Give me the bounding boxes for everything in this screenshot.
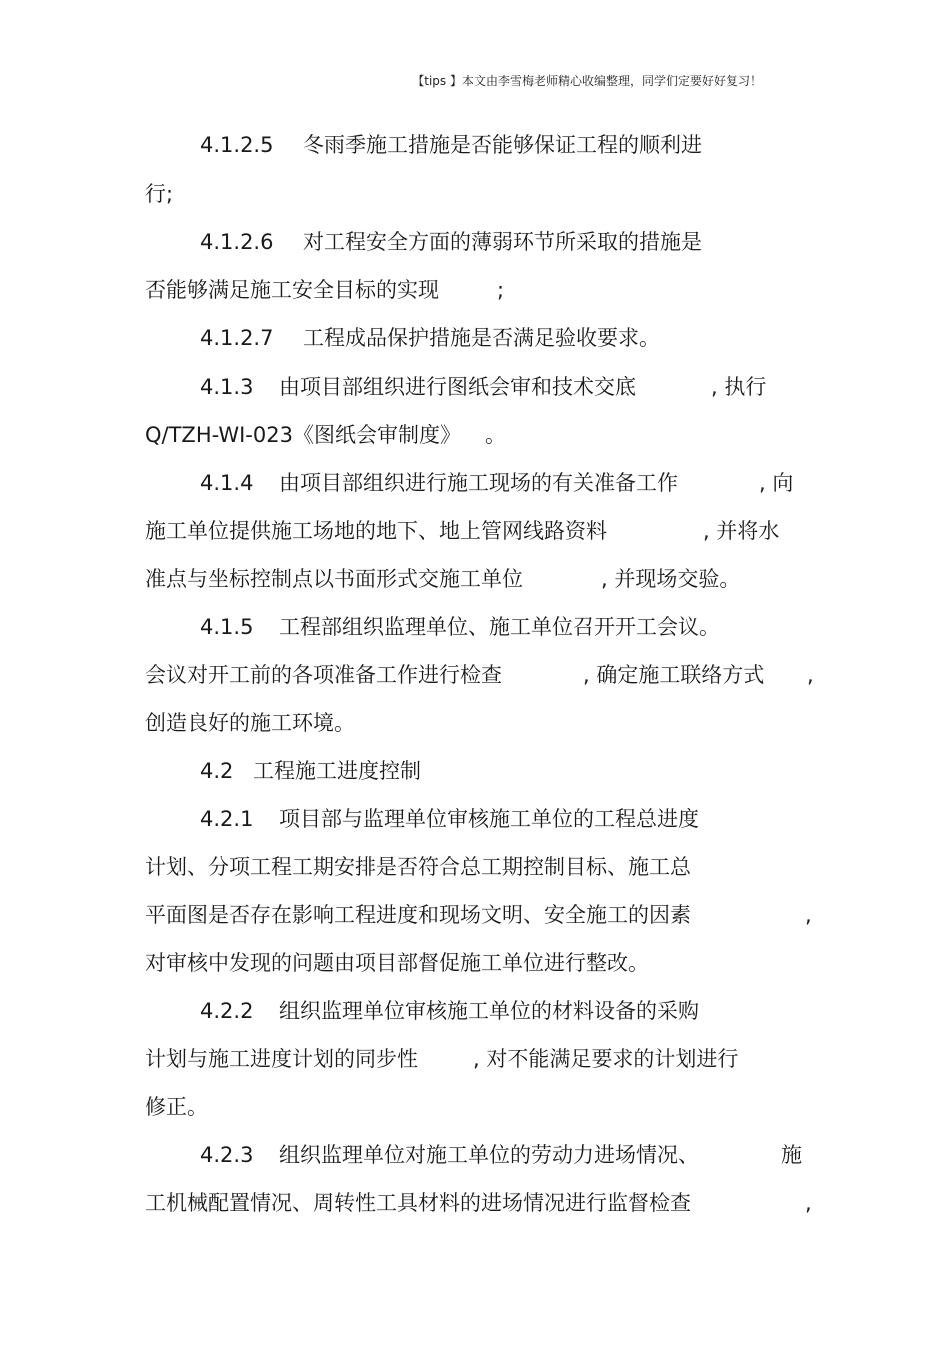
- line-text: 创造良好的施工环境。: [145, 711, 355, 735]
- line-text: 工程部组织监理单位、施工单位召开开工会议。: [279, 615, 720, 639]
- line-text: 计划与施工进度计划的同步性: [145, 1047, 418, 1071]
- section-number: 4.1.4: [200, 471, 254, 495]
- header-tip: 【tips 】本文由李雪梅老师精心收编整理，同学们定要好好复习！: [412, 74, 762, 88]
- section-number: 4.2: [200, 759, 234, 783]
- line-text: 由项目部组织进行施工现场的有关准备工作: [279, 471, 678, 495]
- line-text: 对审核中发现的问题由项目部督促施工单位进行整改。: [145, 951, 649, 975]
- section-number: 4.1.2.6: [200, 230, 274, 254]
- line-text: 组织监理单位对施工单位的劳动力进场情况、: [279, 1143, 699, 1167]
- line-text: , 并将水: [703, 519, 780, 543]
- section-number: 4.2.3: [200, 1143, 254, 1167]
- section-heading: 工程施工进度控制: [253, 759, 421, 783]
- line-text: 由项目部组织进行图纸会审和技术交底: [279, 375, 636, 399]
- line-text: 平面图是否存在影响工程进度和现场文明、安全施工的因素: [145, 903, 691, 927]
- section-number: 4.1.5: [200, 615, 254, 639]
- line-text: 项目部与监理单位审核施工单位的工程总进度: [279, 807, 699, 831]
- line-text: 准点与坐标控制点以书面形式交施工单位: [145, 567, 523, 591]
- line-text: ;: [497, 278, 505, 302]
- line-text: , 对不能满足要求的计划进行: [473, 1047, 739, 1071]
- section-number: 4.2.1: [200, 807, 254, 831]
- line-text: ,: [805, 903, 812, 927]
- line-text: 冬雨季施工措施是否能够保证工程的顺利进: [303, 133, 702, 157]
- line-text: 修正。: [145, 1095, 208, 1119]
- line-text: Q/TZH-WI-023《图纸会审制度》: [145, 423, 461, 447]
- line-text: 组织监理单位审核施工单位的材料设备的采购: [279, 999, 699, 1023]
- line-text: ,: [807, 663, 814, 687]
- section-number: 4.1.2.7: [200, 326, 274, 350]
- line-text: 否能够满足施工安全目标的实现: [145, 278, 439, 302]
- section-number: 4.1.2.5: [200, 133, 274, 157]
- line-text: 施工单位提供施工场地的地下、地上管网线路资料: [145, 519, 607, 543]
- line-text: 行;: [145, 182, 174, 206]
- section-number: 4.2.2: [200, 999, 254, 1023]
- section-number: 4.1.3: [200, 375, 254, 399]
- line-text: 。: [485, 423, 506, 447]
- line-text: , 执行: [711, 375, 767, 399]
- line-text: 会议对开工前的各项准备工作进行检查: [145, 663, 502, 687]
- line-text: 工程成品保护措施是否满足验收要求。: [303, 326, 660, 350]
- line-text: , 确定施工联络方式: [583, 663, 765, 687]
- line-text: 计划、分项工程工期安排是否符合总工期控制目标、施工总: [145, 855, 691, 879]
- line-text: 施: [781, 1143, 802, 1167]
- line-text: , 向: [759, 471, 794, 495]
- line-text: 工机械配置情况、周转性工具材料的进场情况进行监督检查: [145, 1191, 691, 1215]
- line-text: ,: [805, 1191, 812, 1215]
- line-text: , 并现场交验。: [601, 567, 741, 591]
- line-text: 对工程安全方面的薄弱环节所采取的措施是: [303, 230, 702, 254]
